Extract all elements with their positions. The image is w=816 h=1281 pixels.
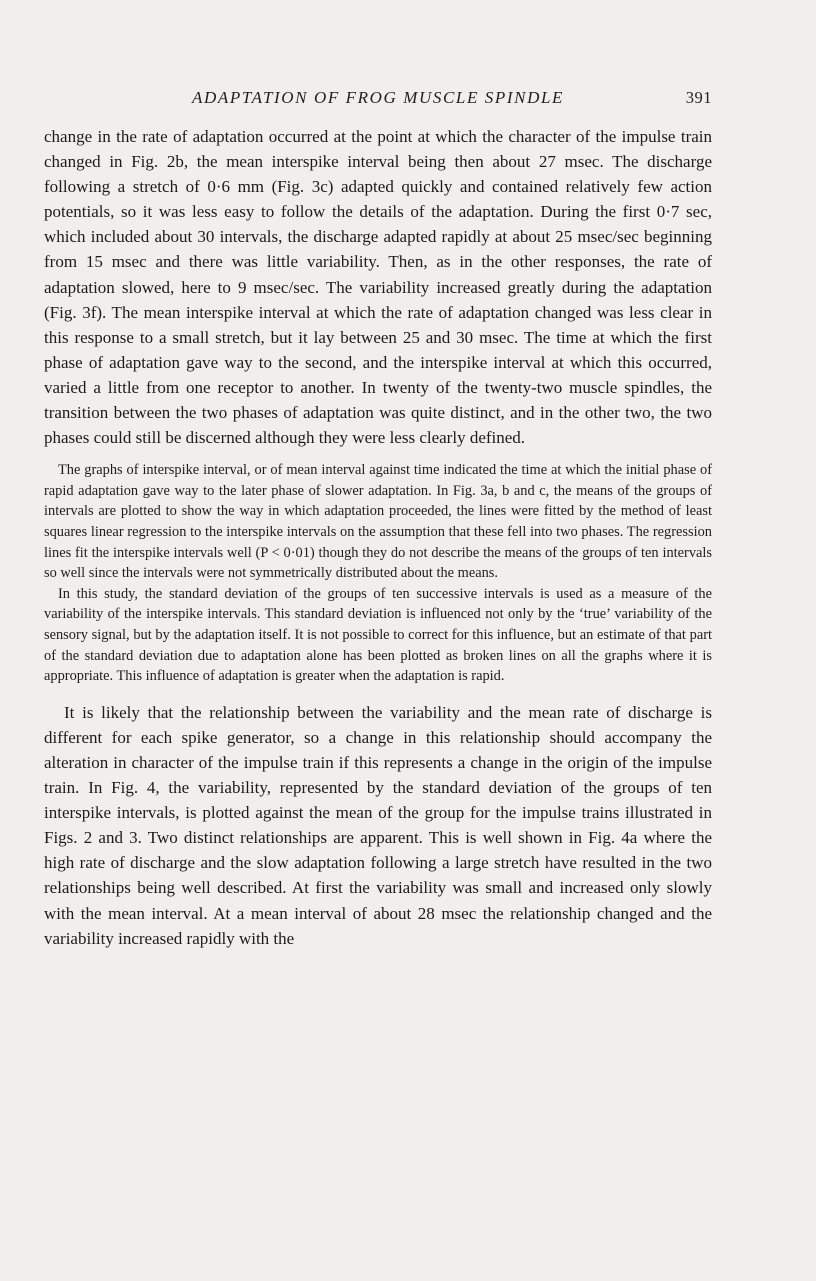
paragraph-body-1: change in the rate of adaptation occurred at the point at which the character of the impulse train changed in Fig. 2b, the mean interspike interval being then about 27 msec. The discharge following a stretch of 0·6 mm (Fig. 3c) adapted quickly and contained relatively few action potentials, so it was less easy to follow the details of the adaptation. During the first 0·7 sec, which included about 30 intervals, the discharge adapted rapidly at about 25 msec/sec beginning from 15 msec and there was little variability. Then, as in the other responses, the rate of adaptation slowed, here to 9 msec/sec. The variability increased greatly during the adaptation (Fig. 3f). The mean interspike interval at which the rate of adaptation changed was less clear in this response to a small stretch, but it lay between 25 and 30 msec. The time at which the first phase of adaptation gave way to the second, and the interspike interval at which this occurred, varied a little from one receptor to another. In twenty of the twenty-two muscle spindles, the transition between the two phases of adaptation was quite distinct, and in the other two, the two phases could still be discerned although they were less clearly defined. xyxy=(44,127,712,448)
page-number: 391 xyxy=(685,88,712,107)
running-title: ADAPTATION OF FROG MUSCLE SPINDLE xyxy=(191,88,564,107)
text-column xyxy=(44,124,712,951)
paragraph-body-2: It is likely that the relationship between the variability and the mean rate of discharge is different for each spike generator, so a change in this relationship should accompany the alteration in character of the impulse train if this represents a change in the origin of the impulse train. In Fig. 4, the variability, represented by the standard deviation of the groups of ten interspike intervals, is plotted against the mean of the group for the impulse trains illustrated in Figs. 2 and 3. Two distinct relationships are apparent. This is well shown in Fig. 4a where the high rate of discharge and the slow adaptation following a large stretch have resulted in the two relationships being well described. At first the variability was small and increased only slowly with the mean interval. At a mean interval of about 28 msec the relationship changed and the variability increased rapidly with the xyxy=(44,702,712,948)
paragraph-small-2: In this study, the standard deviation of the groups of ten successive intervals is used as a measure of the variability of the interspike intervals. This standard deviation is influenced not only by the ‘true’ variability of the sensory signal, but by the adaptation itself. It is not possible to correct for this influence, but an estimate of that part of the standard deviation due to adaptation alone has been plotted as broken lines on all the graphs where it is appropriate. This influence of adaptation is greater when the adaptation is rapid. xyxy=(44,585,712,685)
page-header xyxy=(44,88,712,112)
paragraph-small-1: The graphs of interspike interval, or of mean interval against time indicated the time at which the initial phase of rapid adaptation gave way to the later phase of slower adaptation. In Fig. 3a, b and c, the means of the groups of intervals are plotted to show the way in which adaptation proceeded, the lines were fitted by the method of least squares linear regression to the interspike intervals on the assumption that these fell into two phases. The regression lines fit the interspike intervals well (P < 0·01) though they do not describe the means of the groups of ten intervals so well since the intervals were not symmetrically distributed about the means. xyxy=(44,462,712,582)
